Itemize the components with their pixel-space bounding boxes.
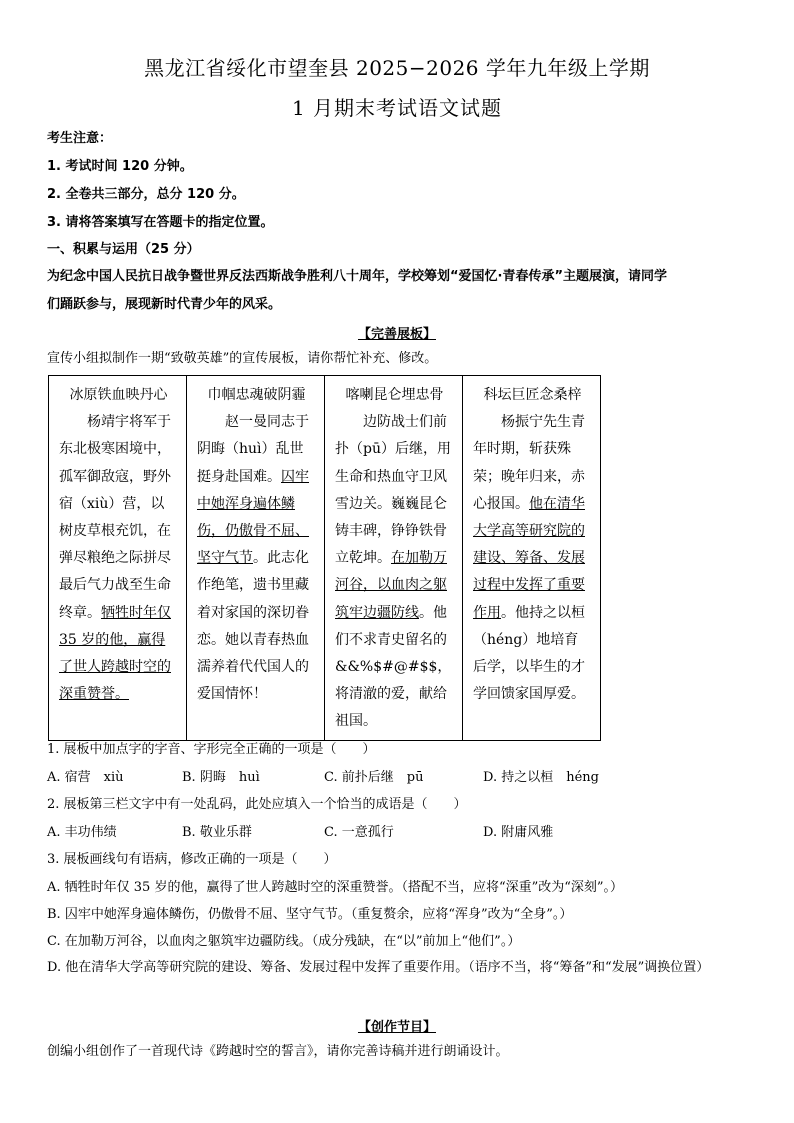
- column-text: 赵一曼同志于阴晦（huì）乱世挺身赴国难。: [197, 414, 309, 485]
- column-title: 冰原铁血映丹心: [69, 387, 168, 403]
- option-d[interactable]: D. 持之以桓 héng: [483, 770, 599, 785]
- column-body: [473, 409, 592, 708]
- column-title: 巾帼忠魂破阴霾: [207, 387, 306, 403]
- board-heading: 【完善展板】: [357, 327, 436, 342]
- underlined-sentence: 在加勒万河谷，以血肉之躯筑牢边疆防线: [335, 550, 447, 621]
- display-board-table: [48, 375, 601, 741]
- column-title: 喀喇昆仑埋忠骨: [345, 387, 444, 403]
- notice-item-3: 3. 请将答案填写在答题卡的指定位置。: [47, 215, 274, 230]
- question-3-option-d[interactable]: D. 他在清华大学高等研究院的建设、筹备、发展过程中发挥了重要作用。（语序不当，将“筹备”和“发展”调换位置）: [47, 960, 710, 975]
- column-body: [197, 409, 316, 708]
- exam-title-line1: 黑龙江省绥化市望奎县 2025−2026 学年九年级上学期: [144, 56, 650, 80]
- column-text-tail: 。此志化作绝笔，遗书里藏着对家国的深切眷恋。她以青春热血濡养着代代国人的爱国情怀！: [197, 550, 309, 703]
- column-body: [59, 409, 178, 708]
- question-3-option-c[interactable]: C. 在加勒万河谷，以血肉之躯筑牢边疆防线。（成分残缺，在“以”前加上“他们”。）: [47, 934, 521, 949]
- board-description: 宣传小组拟制作一期“致敬英雄”的宣传展板，请你帮忙补充、修改。: [47, 351, 438, 366]
- creation-heading: 【创作节目】: [357, 1020, 436, 1035]
- question-1-stem: 1. 展板中加点字的字音、字形完全正确的一项是（ ）: [47, 742, 376, 757]
- option-a[interactable]: A. 宿营 xiù: [47, 770, 124, 785]
- option-b[interactable]: B. 阴晦 huì: [182, 770, 260, 785]
- notice-heading: 考生注意：: [47, 131, 113, 146]
- column-text: 杨振宁先生青年时期，斩获殊荣；晚年归来，赤心报国。: [473, 414, 585, 512]
- section-intro-line1: 为纪念中国人民抗日战争暨世界反法西斯战争胜利八十周年，学校筹划“爱国忆·青春传承”主题展演，请同学: [47, 269, 668, 284]
- question-2-stem: 2. 展板第三栏文字中有一处乱码，此处应填入一个恰当的成语是（ ）: [47, 797, 467, 812]
- column-title: 科坛巨匠念桑梓: [483, 387, 582, 403]
- exam-title-line2: 1 月期末考试语文试题: [291, 96, 503, 120]
- section-intro-line2: 们踊跃参与，展现新时代青少年的风采。: [47, 297, 282, 312]
- underlined-sentence: 他在清华大学高等研究院的建设、筹备、发展过程中发挥了重要作用: [473, 495, 585, 621]
- question-3-option-b[interactable]: B. 囚牢中她浑身遍体鳞伤，仍傲骨不屈、坚守气节。（重复赘余，应将“浑身”改为“全身”。）: [47, 907, 573, 922]
- column-text-tail: 。他持之以桓（héng）地培育后学，以毕生的才学回馈家国厚爱。: [473, 604, 585, 703]
- section-heading: 一、积累与运用（25 分）: [47, 242, 200, 257]
- underlined-sentence: 囚牢中她浑身遍体鳞伤，仍傲骨不屈、坚守气节: [197, 468, 309, 567]
- option-c[interactable]: C. 一意孤行: [324, 825, 394, 840]
- board-column-3: [325, 376, 463, 741]
- notice-item-2: 2. 全卷共三部分，总分 120 分。: [47, 187, 245, 202]
- column-body: [335, 409, 454, 735]
- question-1-options: [47, 769, 747, 787]
- option-d[interactable]: D. 附庸风雅: [483, 825, 554, 840]
- question-3-option-a[interactable]: A. 牺牲时年仅 35 岁的他，赢得了世人跨越时空的深重赞誉。（搭配不当，应将“深重”改为“深刻”。）: [47, 880, 624, 895]
- column-text: 杨靖宇将军于东北极寒困境中，孤军御敌寇，野外宿（xiù）营，以树皮草根充饥，在弹尽粮绝之际拼尽最后气力战至生命终章。: [59, 414, 171, 621]
- creation-description: 创编小组创作了一首现代诗《跨越时空的誓言》，请你完善诗稿并进行朗诵设计。: [47, 1044, 509, 1059]
- board-column-1: [49, 376, 187, 741]
- question-2-options: [47, 824, 747, 842]
- underlined-sentence: 牺牲时年仅 35 岁的他，赢得了世人跨越时空的深重赞誉。: [59, 604, 171, 703]
- column-text-tail: 。他们不求青史留名的&&%$#@#$$，将清澈的爱，献给祖国。: [335, 604, 452, 730]
- board-column-2: [187, 376, 325, 741]
- question-3-stem: 3. 展板画线句有语病，修改正确的一项是（ ）: [47, 852, 337, 867]
- column-text: 边防战士们前扑（pū）后继，用生命和热血守卫风雪边关。巍巍昆仑铸丰碑，铮铮铁骨立乾坤。: [335, 414, 451, 567]
- notice-item-1: 1. 考试时间 120 分钟。: [47, 159, 193, 174]
- option-b[interactable]: B. 敬业乐群: [182, 825, 252, 840]
- board-row: [49, 376, 601, 741]
- option-c[interactable]: C. 前扑后继 pū: [324, 770, 424, 785]
- board-column-4: [463, 376, 601, 741]
- option-a[interactable]: A. 丰功伟绩: [47, 825, 117, 840]
